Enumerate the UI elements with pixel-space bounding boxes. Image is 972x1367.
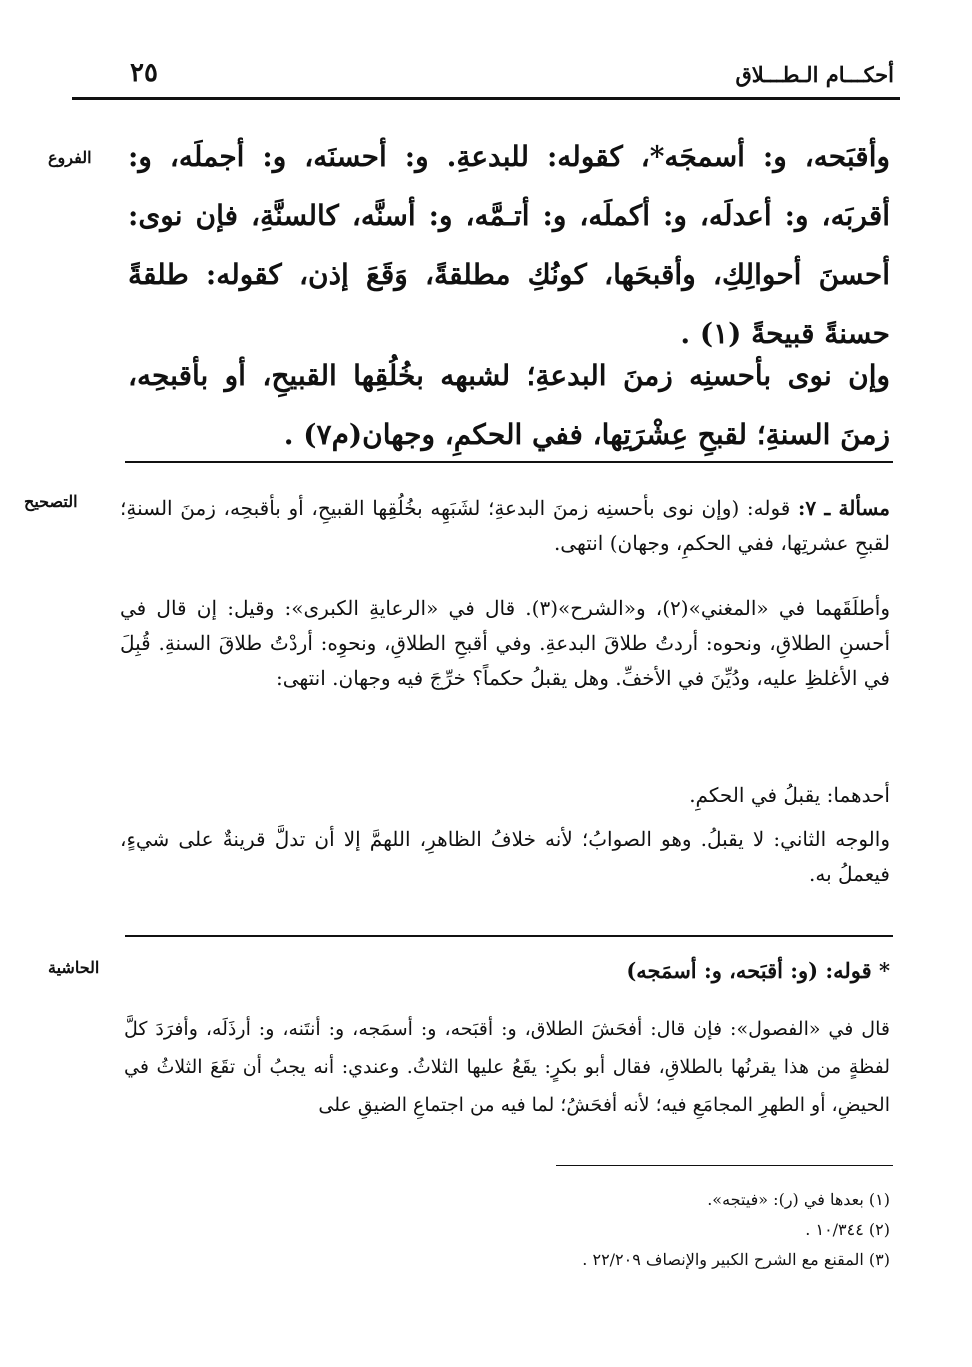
masala-label: مسألة ـ ٧: — [798, 496, 890, 520]
side-label-hashiya: الحاشية — [48, 958, 100, 977]
hashiya-heading: * قوله: (و: أقبَحه، و: أسمَجه) — [626, 958, 890, 983]
page-number: ٢٥ — [130, 58, 158, 88]
footnote-3: (٣) المقنع مع الشرح الكبير والإنصاف ٢٢/٢٠٩ . — [582, 1250, 890, 1269]
hashiya-text: قال في «الفصول»: فإن قال: أفحَشَ الطلاق، و: أقبَحه، و: أسمَجه، و: أنتَنه، و: أرذَلَه، وأفرَدَ كلَّ لفظةٍ من هذا يقرنُها بالطلاقِ، فقال أبو بكرٍ: يقَعُ عليها الثلاثُ. وعندي: أنه يجبُ أن تقَعَ الثلاثُ في الحيضِ، أو الطهرِ المجامَعِ فيه؛ لأنه أفحَشُ؛ لما فيه من اجتماعِ الضيقِ على — [124, 1018, 890, 1116]
footnote-rule — [556, 1165, 893, 1166]
footnotes — [120, 1185, 890, 1275]
side-label-furoo: الفروع — [48, 148, 92, 167]
running-title: أحكـــام الـطـــلاق — [735, 62, 894, 87]
tashih-masala — [120, 491, 890, 561]
tashih-paragraph-2: وأطلَقَهما في «المغني»(٢)، و«الشرح»(٣). قال في «الرعايةِ الكبرى»: وقيل: إن قال في أحسنِ الطلاقِ، ونحوه: أردتُ طلاقَ البدعةِ. وفي أقبحِ الطلاقِ، ونحوِه: أردْتُ طلاقَ السنةِ. قُبِلَ في الأغلظِ عليه، ودُيِّنَ في الأخفِّ. وهل يقبلُ حكماً؟ خرِّجَ فيه وجهان. انتهى: — [120, 596, 890, 690]
side-label-tashih: التصحيح — [24, 492, 78, 511]
tashih-paragraph-3: أحدهما: يقبلُ في الحكمِ. — [689, 783, 890, 807]
header-rule — [72, 97, 900, 100]
matn-paragraph-2: وإن نوى بأحسنِه زمنَ البدعةِ؛ لشبهه بخُلُقِها القبيحِ، أو بأقبحِه، زمنَ السنةِ؛ لقبحِ عِشْرَتِها، ففي الحكمِ، وجهان(م٧) . — [128, 359, 890, 451]
masala-text: قوله: (وإن نوى بأحسنِه زمنَ البدعةِ؛ لشَبَهِه بخُلُقِها القبيحِ، أو بأقبحِه، زمنَ السنةِ؛ لقبحِ عشرتِها، ففي الحكمِ، وجهان) انتهى. — [120, 496, 890, 555]
matn-paragraph-1: وأقبَحه، و: أسمجَه*، كقوله: للبدعةِ. و: أحسنَه، و: أجملَه، و: أقربَه، و: أعدلَه، و: أكملَه، و: أتـمَّه، و: أسنَّه، كالسنَّةِ، فإن نوى: أحسنَ أحوالِكِ، وأقبحَها، كونُكِ مطلقةً، وَقَعَ إذن، كقوله: طلقةً حسنةً قبيحةً (١) . — [128, 140, 890, 350]
footnote-1: (١) بعدها في (ر): «فيتجه». — [707, 1190, 890, 1209]
section-divider — [125, 461, 893, 463]
footnote-2: (٢) ١٠/٣٤٤ . — [805, 1220, 890, 1239]
tashih-paragraph-4: والوجه الثاني: لا يقبلُ. وهو الصوابُ؛ لأنه خلافُ الظاهرِ، اللهمَّ إلا أن تدلَّ قرينةٌ على شيءٍ، فيعملُ به. — [120, 827, 890, 886]
section-divider — [125, 935, 893, 937]
